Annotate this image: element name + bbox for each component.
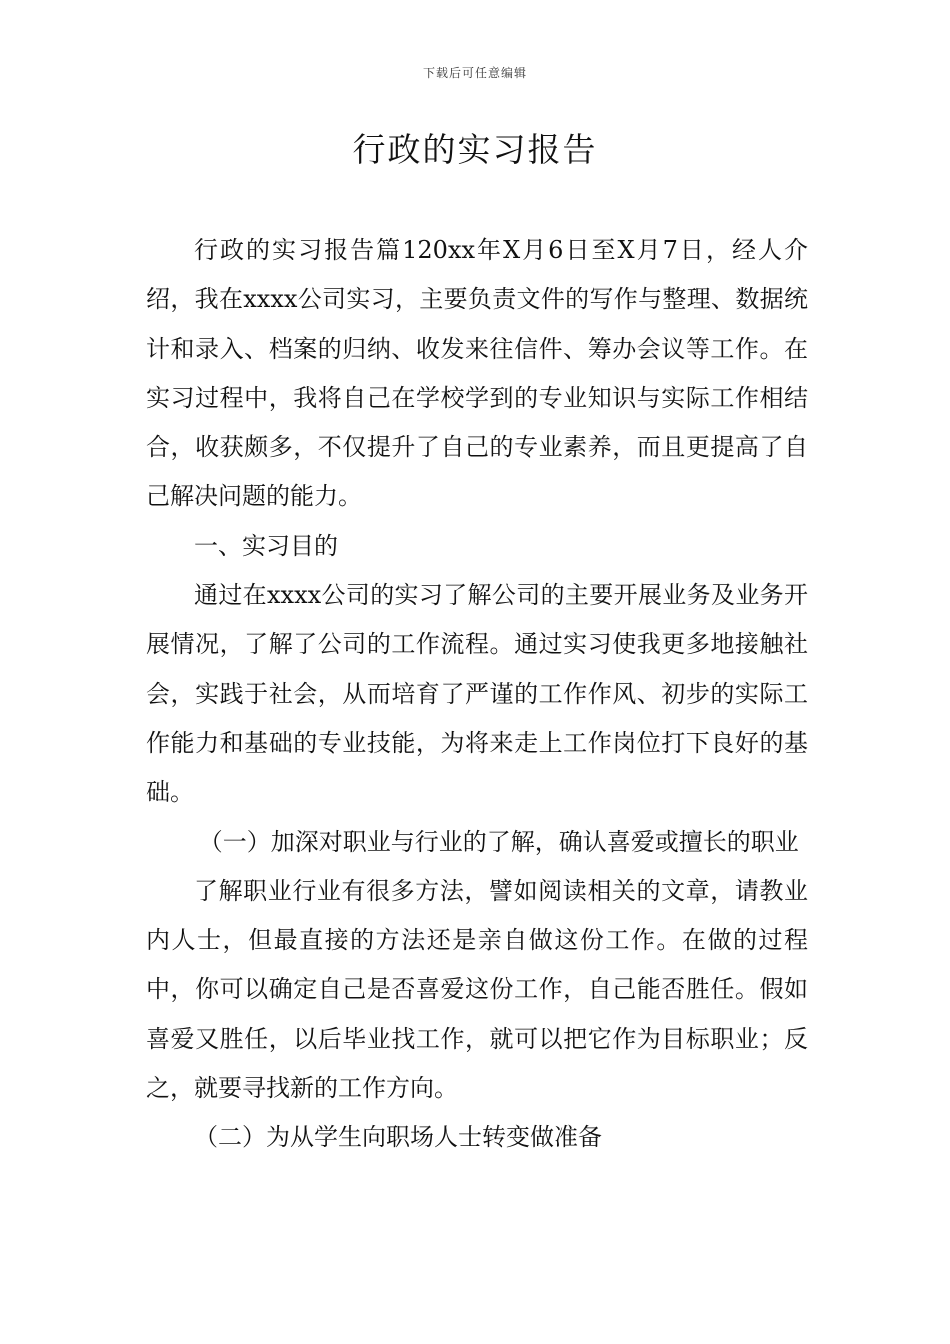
paragraph-purpose: 通过在xxxx公司的实习了解公司的主要开展业务及业务开展情况，了解了公司的工作流程。通过实习使我更多地接触社会，实践于社会，从而培育了严谨的工作作风、初步的实际工作能力和基础的专业技能，为将来走上工作岗位打下良好的基础。 (146, 581, 808, 807)
subsection-heading-1: （一）加深对职业与行业的了解，确认喜爱或擅长的职业 (198, 827, 799, 856)
header-note: 下载后可任意编辑 (422, 66, 527, 80)
document-title: 行政的实习报告 (352, 130, 598, 169)
paragraph-subsection-1: 了解职业行业有很多方法，譬如阅读相关的文章，请教业内人士，但最直接的方法还是亲自做这份工作。在做的过程中，你可以确定自己是否喜爱这份工作，自己能否胜任。假如喜爱又胜任，以后毕业找工作，就可以把它作为目标职业；反之，就要寻找新的工作方向。 (146, 876, 808, 1103)
section-heading-purpose: 一、实习目的 (194, 531, 338, 560)
paragraph-intro: 行政的实习报告篇120xx年X月6日至X月7日，经人介绍，我在xxxx公司实习，主要负责文件的写作与整理、数据统计和录入、档案的归纳、收发来往信件、筹办会议等工作。在实习过程中，我将自己在学校学到的专业知识与实际工作相结合，收获颇多，不仅提升了自己的专业素养，而且更提高了自己解决问题的能力。 (146, 236, 808, 511)
document-body (146, 226, 808, 1163)
subsection-heading-2: （二）为从学生向职场人士转变做准备 (194, 1123, 602, 1152)
